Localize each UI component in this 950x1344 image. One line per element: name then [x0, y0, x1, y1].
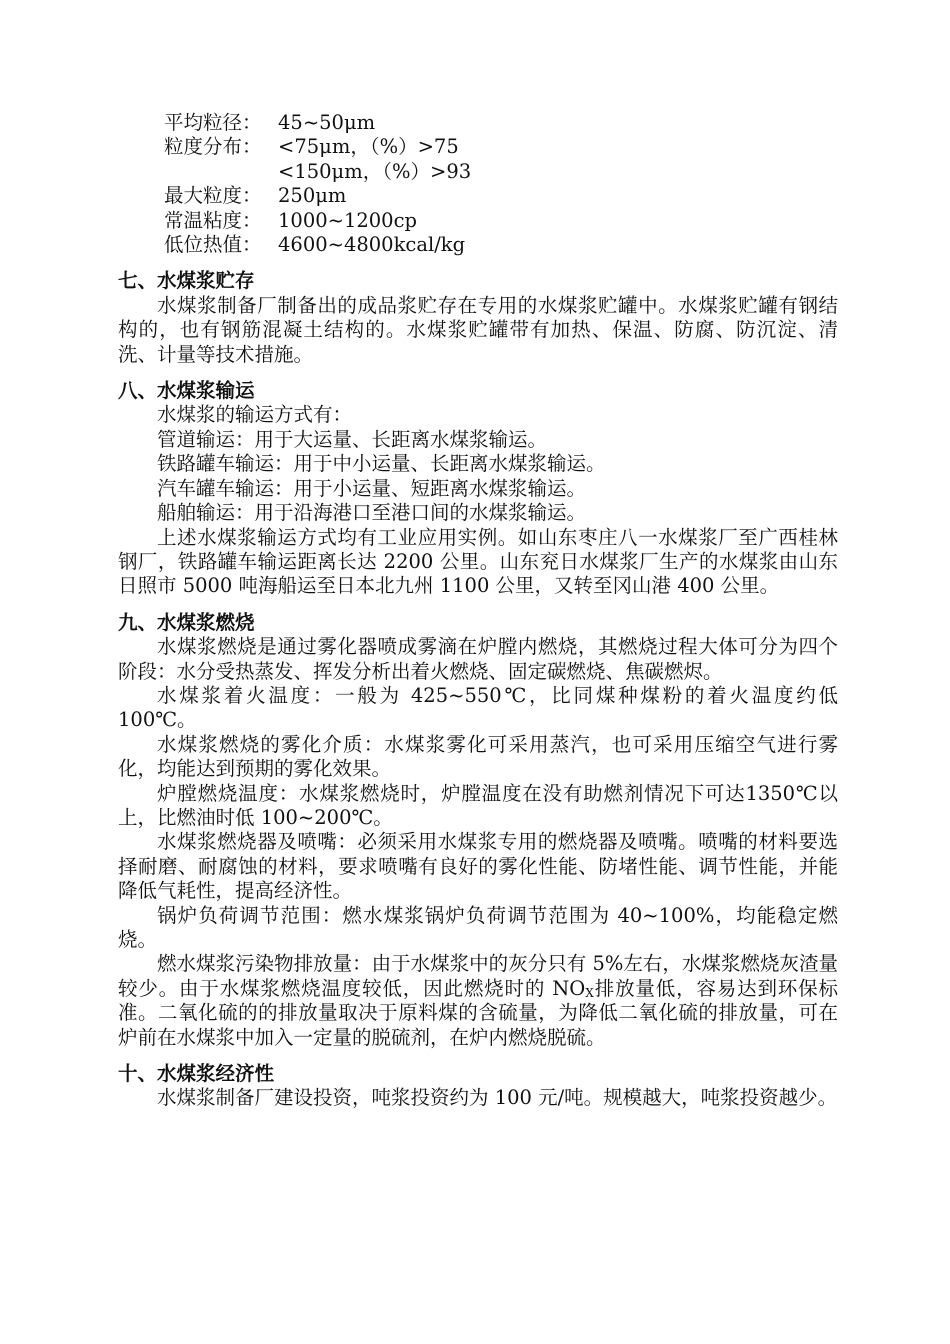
paragraph: 管道输运：用于大运量、长距离水煤浆输运。 — [157, 427, 548, 451]
spec-value: <75μm，（%）>75 — [278, 135, 459, 159]
paragraph: 汽车罐车输运：用于小运量、短距离水煤浆输运。 — [157, 476, 587, 500]
spec-label: 低位热值： — [164, 233, 262, 257]
section-economics — [118, 1062, 838, 1111]
paragraph: 水煤浆燃烧是通过雾化器喷成雾滴在炉膛内燃烧，其燃烧过程大体可分为四个阶段：水分受热蒸发、挥发分析出着火燃烧、固定碳燃烧、焦碳燃烬。 — [118, 635, 838, 683]
paragraph: 船舶输运：用于沿海港口至港口间的水煤浆输运。 — [157, 501, 587, 525]
section-storage — [118, 269, 838, 367]
spec-value: 45~50μm — [278, 111, 376, 134]
paragraph: 上述水煤浆输运方式均有工业应用实例。如山东枣庄八一水煤浆厂至广西桂林钢厂，铁路罐车输运距离长达 2200 公里。山东兖日水煤浆厂生产的水煤浆由山东日照市 5000 吨海船运至日本北九州 1100 公里，又转至冈山港 400 公里。 — [118, 525, 838, 598]
section-heading: 十、水煤浆经济性 — [118, 1062, 275, 1086]
spec-row — [164, 233, 838, 257]
paragraph: 水煤浆制备厂建设投资，吨浆投资约为 100 元/吨。规模越大，吨浆投资越少。 — [157, 1086, 838, 1110]
spec-value: <150μm，（%）>93 — [278, 159, 472, 183]
paragraph: 水煤浆着火温度：一般为 425~550℃，比同煤种煤粉的着火温度约低100℃。 — [118, 683, 838, 732]
paragraph: 水煤浆的输运方式有： — [157, 403, 353, 427]
spec-value: 1000~1200cp — [278, 208, 417, 232]
paragraph: 水煤浆燃烧的雾化介质：水煤浆雾化可采用蒸汽，也可采用压缩空气进行雾化，均能达到预期的雾化效果。 — [118, 732, 838, 781]
spec-row — [164, 184, 838, 208]
spec-label — [164, 160, 278, 184]
text-run: 燃水煤浆污染物排放量：由于水煤浆中的灰分只有 5%左右，水煤浆燃烧灰渣量较少。由于水煤浆燃烧温度较低，因此燃烧时的 NO — [118, 952, 838, 1000]
spec-row — [164, 135, 838, 159]
section-combustion — [118, 611, 838, 1050]
spec-value: 250μm — [278, 184, 347, 208]
paragraph: 锅炉负荷调节范围：燃水煤浆锅炉负荷调节范围为 40~100%，均能稳定燃烧。 — [118, 903, 838, 951]
spec-row — [164, 209, 838, 233]
subscript-x: X — [585, 985, 594, 1000]
section-transport — [118, 379, 838, 599]
section-heading: 七、水煤浆贮存 — [118, 269, 255, 293]
spec-row — [164, 111, 838, 135]
paragraph: 水煤浆燃烧器及喷嘴：必须采用水煤浆专用的燃烧器及喷嘴。喷嘴的材料要选择耐磨、耐腐蚀的材料，要求喷嘴有良好的雾化性能、防堵性能、调节性能，并能降低气耗性，提高经济性。 — [118, 830, 838, 903]
paragraph-emissions — [118, 952, 838, 1050]
spec-label: 常温粘度： — [164, 208, 262, 232]
spec-label: 平均粒径： — [164, 111, 262, 134]
document-page — [118, 111, 838, 1111]
paragraph: 水煤浆制备厂制备出的成品浆贮存在专用的水煤浆贮罐中。水煤浆贮罐有钢结构的，也有钢筋混凝土结构的。水煤浆贮罐带有加热、保温、防腐、防沉淀、清洗、计量等技术措施。 — [118, 293, 838, 366]
section-heading: 九、水煤浆燃烧 — [118, 610, 255, 634]
text-run: 排放量低，容易达到环保标准。二氧化硫的的排放量取决于原料煤的含硫量，为降低二氧化硫的排放量，可在炉前在水煤浆中加入一定量的脱硫剂，在炉内燃烧脱硫。 — [118, 976, 838, 1049]
spec-value: 4600~4800kcal/kg — [278, 233, 466, 257]
paragraph: 铁路罐车输运：用于中小运量、长距离水煤浆输运。 — [157, 452, 606, 476]
spec-list — [118, 111, 838, 257]
section-heading: 八、水煤浆输运 — [118, 379, 255, 403]
spec-label: 粒度分布： — [164, 135, 262, 159]
spec-row — [164, 160, 838, 184]
paragraph: 炉膛燃烧温度：水煤浆燃烧时，炉膛温度在没有助燃剂情况下可达1350℃以上，比燃油时低 100~200℃。 — [118, 781, 838, 829]
spec-label: 最大粒度： — [164, 184, 262, 208]
